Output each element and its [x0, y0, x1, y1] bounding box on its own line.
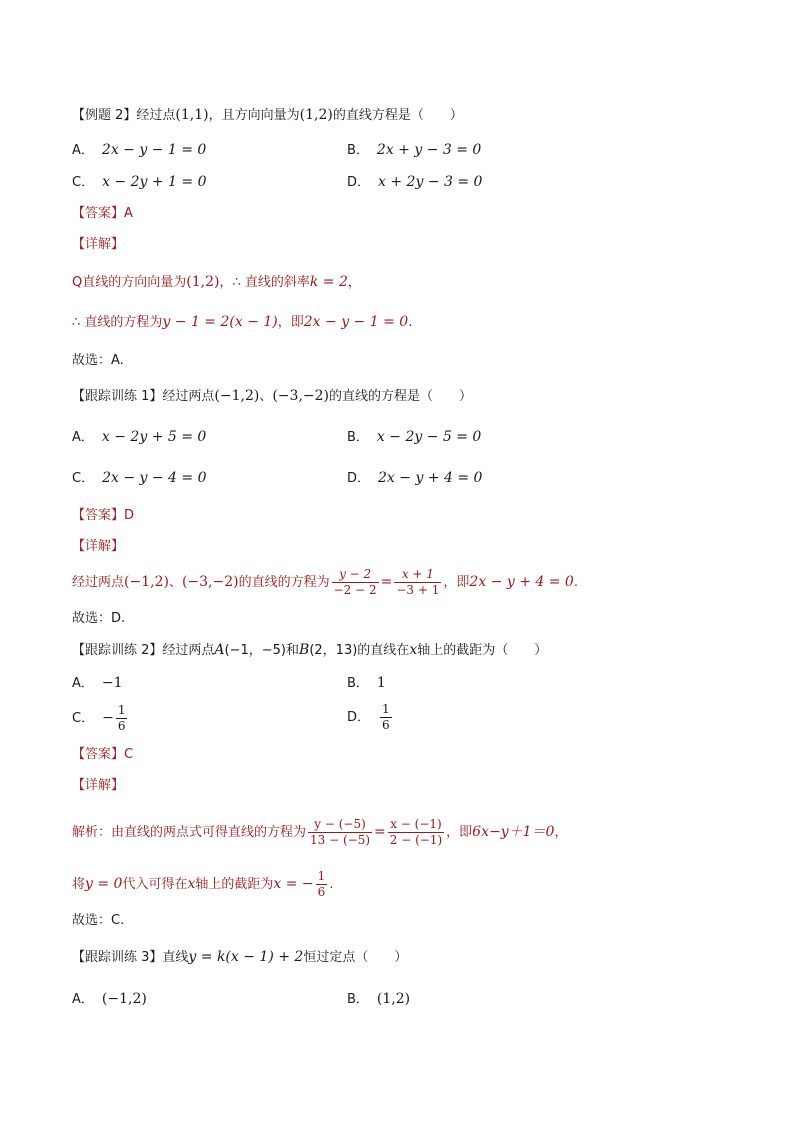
tr2-choose: 故选：C. [72, 913, 125, 928]
tr2-option-a [72, 673, 123, 694]
math-equation: 6x−y＋1＝0 [472, 824, 555, 840]
ex2-detail-label: 【详解】 [72, 237, 125, 252]
option-label: B． [347, 992, 369, 1007]
fraction: $\frac{x - (-1)}{2 - (-1)}$ [389, 817, 443, 847]
math-equation: 2x − y + 4 = 0 [469, 574, 574, 590]
because-symbol: Q [72, 275, 83, 290]
option-label: C． [72, 471, 95, 486]
option-label: A． [72, 992, 94, 1007]
ex2-option-c [72, 172, 207, 193]
ex2-direction-vector: (1,2) [299, 107, 333, 123]
math-point: (−1,2) [124, 574, 169, 590]
option-text: (−1,2) [101, 991, 147, 1007]
option-text: 1 [376, 675, 386, 691]
tr2-option-d [347, 700, 394, 736]
tr2-detail-label: 【详解】 [72, 778, 125, 793]
ex2-option-d [347, 172, 482, 193]
fraction: $\frac{1}{6}$ [382, 702, 390, 732]
option-text: x − 2y + 1 = 0 [102, 174, 207, 190]
option-label: B． [347, 430, 369, 445]
ex2-question-stem [72, 105, 463, 126]
tr1-option-b [347, 427, 481, 448]
tr2-detail-line1: 解析：由直线的两点式可得直线的方程为 $\frac{y - (-5)}{13 - (-5)}$ = $\frac{x - (-1)}{2 - (-1)}$ ，即6x−y＋1＝0， [72, 817, 568, 847]
ex2-answer [72, 204, 133, 224]
option-text: 2x − y − 1 = 0 [101, 142, 207, 158]
tr2-option-b [347, 673, 386, 694]
ex2-point: (1,1) [175, 107, 209, 123]
math-slope: k = 2 [309, 274, 348, 290]
option-text: −1 [101, 675, 123, 691]
tr1-option-d [347, 468, 482, 489]
tr1-option-a [72, 427, 206, 448]
option-label: A． [72, 430, 94, 445]
tr1-detail-label: 【详解】 [72, 539, 125, 554]
tr1-answer: 【答案】D [72, 508, 135, 523]
answer-label: 【答案】 [72, 206, 125, 221]
ex2-option-b [347, 140, 481, 161]
ex2-stem-suffix: 的直线方程是（ ） [332, 108, 463, 123]
option-text: 2x − y − 4 = 0 [102, 470, 207, 486]
math-point: (−1,2) [214, 388, 260, 404]
option-text: (1,2) [376, 991, 411, 1007]
option-label: C． [72, 175, 95, 190]
option-label: D． [347, 175, 371, 190]
option-label: B． [347, 676, 369, 691]
option-text: 2x + y − 3 = 0 [376, 142, 482, 158]
tr1-option-c [72, 468, 207, 489]
tr2-question-stem: 【跟踪训练 2】经过两点A(−1，−5)和B(2，13)的直线在x轴上的截距为（ ） [72, 642, 548, 658]
math-vector: (1,2) [186, 274, 220, 290]
ex2-option-a [72, 140, 206, 161]
answer-value: A [124, 206, 133, 221]
fraction: $\frac{1}{6}$ [317, 869, 326, 899]
ex2-choose: 故选：A. [72, 353, 124, 368]
option-text: 2x − y + 4 = 0 [378, 470, 483, 486]
tr3-question-stem: 【跟踪训练 3】直线y = k(x − 1) + 2恒过定点（ ） [72, 949, 408, 965]
option-text: x − 2y − 5 = 0 [376, 429, 482, 445]
ex2-detail-line1: Q直线的方向向量为(1,2)，∴ 直线的斜率k = 2， [72, 274, 361, 290]
option-label: D． [347, 710, 371, 725]
tr1-detail-line1: 经过两点(−1,2)、(−3,−2)的直线的方程为 $\frac{y - 2}{-2 - 2}$ = $\frac{x + 1}{-3 + 1}$ ，即2x − y + 4 = 0. [72, 567, 578, 597]
option-label: D． [347, 471, 371, 486]
tr2-answer: 【答案】C [72, 747, 134, 762]
tr2-option-c: C． − $\frac{1}{6}$ [72, 703, 126, 733]
option-label: C． [72, 711, 95, 726]
math-equation: y = 0 [85, 876, 123, 892]
answer-value: D [124, 508, 135, 523]
option-text: x − 2y + 5 = 0 [101, 429, 207, 445]
fraction: $\frac{y - 2}{-2 - 2}$ [333, 567, 377, 597]
ex2-stem-mid: ，且方向向量为 [208, 108, 300, 123]
fraction: $\frac{x + 1}{-3 + 1}$ [396, 567, 440, 597]
fraction: $\frac{y - (-5)}{13 - (-5)}$ [310, 817, 371, 847]
option-text: x + 2y − 3 = 0 [378, 174, 483, 190]
fraction: $\frac{1}{6}$ [117, 703, 126, 733]
option-label: B． [347, 143, 369, 158]
math-equation: y − 1 = 2(x − 1) [162, 314, 278, 330]
math-equation: 2x − y − 1 = 0 [303, 314, 409, 330]
tr2-detail-line2: 将y = 0代入可得在x轴上的截距为x = − $\frac{1}{6}$ . [72, 869, 334, 899]
tr1-question-stem: 【跟踪训练 1】经过两点(−1,2)、(−3,−2)的直线的方程是（ ） [72, 388, 473, 404]
math-point: (−3,−2) [181, 574, 239, 590]
math-point: (−3,−2) [272, 388, 329, 404]
tr3-option-b [347, 989, 410, 1010]
option-label: A． [72, 143, 94, 158]
tr1-choose: 故选：D. [72, 611, 126, 626]
option-label: A． [72, 676, 94, 691]
tr3-option-a [72, 989, 147, 1010]
ex2-stem-prefix: 【例题 2】经过点 [72, 108, 176, 123]
math-equation: y = k(x − 1) + 2 [188, 949, 304, 965]
answer-value: C [124, 747, 134, 762]
ex2-detail-line2: ∴ 直线的方程为y − 1 = 2(x − 1)，即2x − y − 1 = 0. [72, 314, 413, 330]
